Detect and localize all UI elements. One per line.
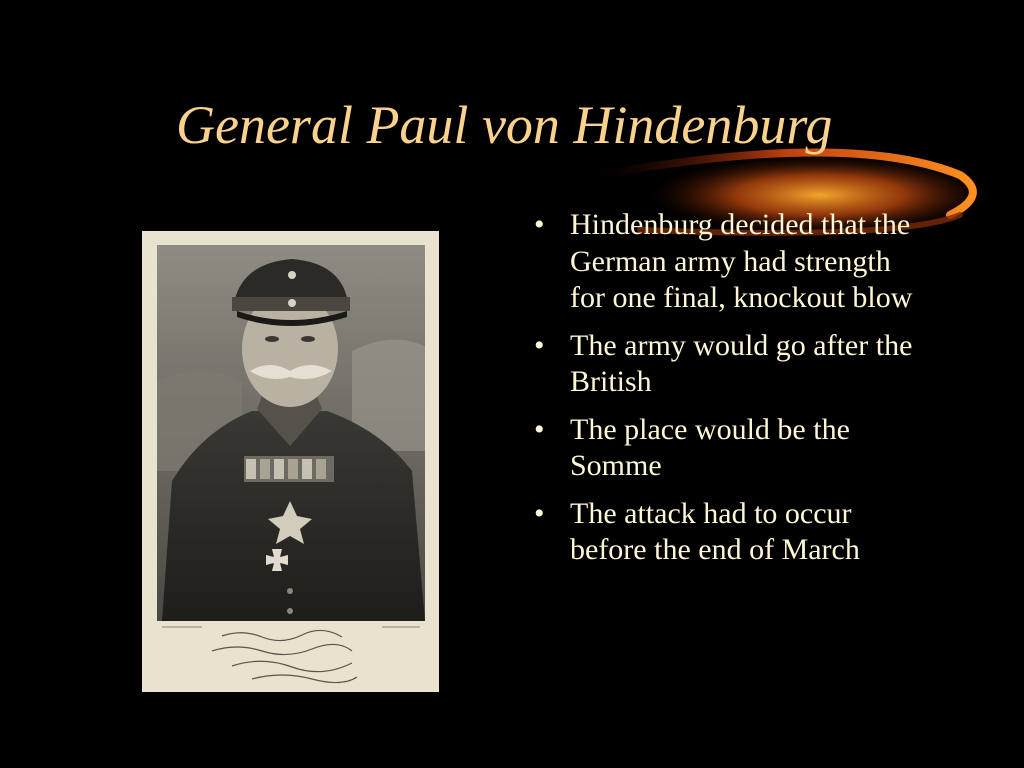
portrait-illustration	[142, 231, 439, 692]
portrait-photo	[142, 231, 439, 692]
bullet-text: The place would be the Somme	[570, 412, 850, 482]
bullet-text: Hindenburg decided that the German army had strength for one final, knockout blow	[570, 208, 913, 314]
bullet-glyph: •	[534, 496, 545, 530]
bullet-item	[528, 412, 968, 485]
bullet-item	[528, 496, 968, 569]
bullet-glyph: •	[534, 208, 545, 241]
bullet-item	[528, 207, 968, 317]
bullet-text: The army would go after the British	[570, 328, 913, 398]
bullet-text: The attack had to occur before the end of March	[570, 496, 860, 566]
slide-title: General Paul von Hindenburg	[176, 95, 833, 155]
bullet-glyph: •	[534, 412, 545, 446]
bullet-list	[528, 207, 968, 580]
bullet-item	[528, 328, 968, 401]
bullet-glyph: •	[534, 328, 545, 362]
